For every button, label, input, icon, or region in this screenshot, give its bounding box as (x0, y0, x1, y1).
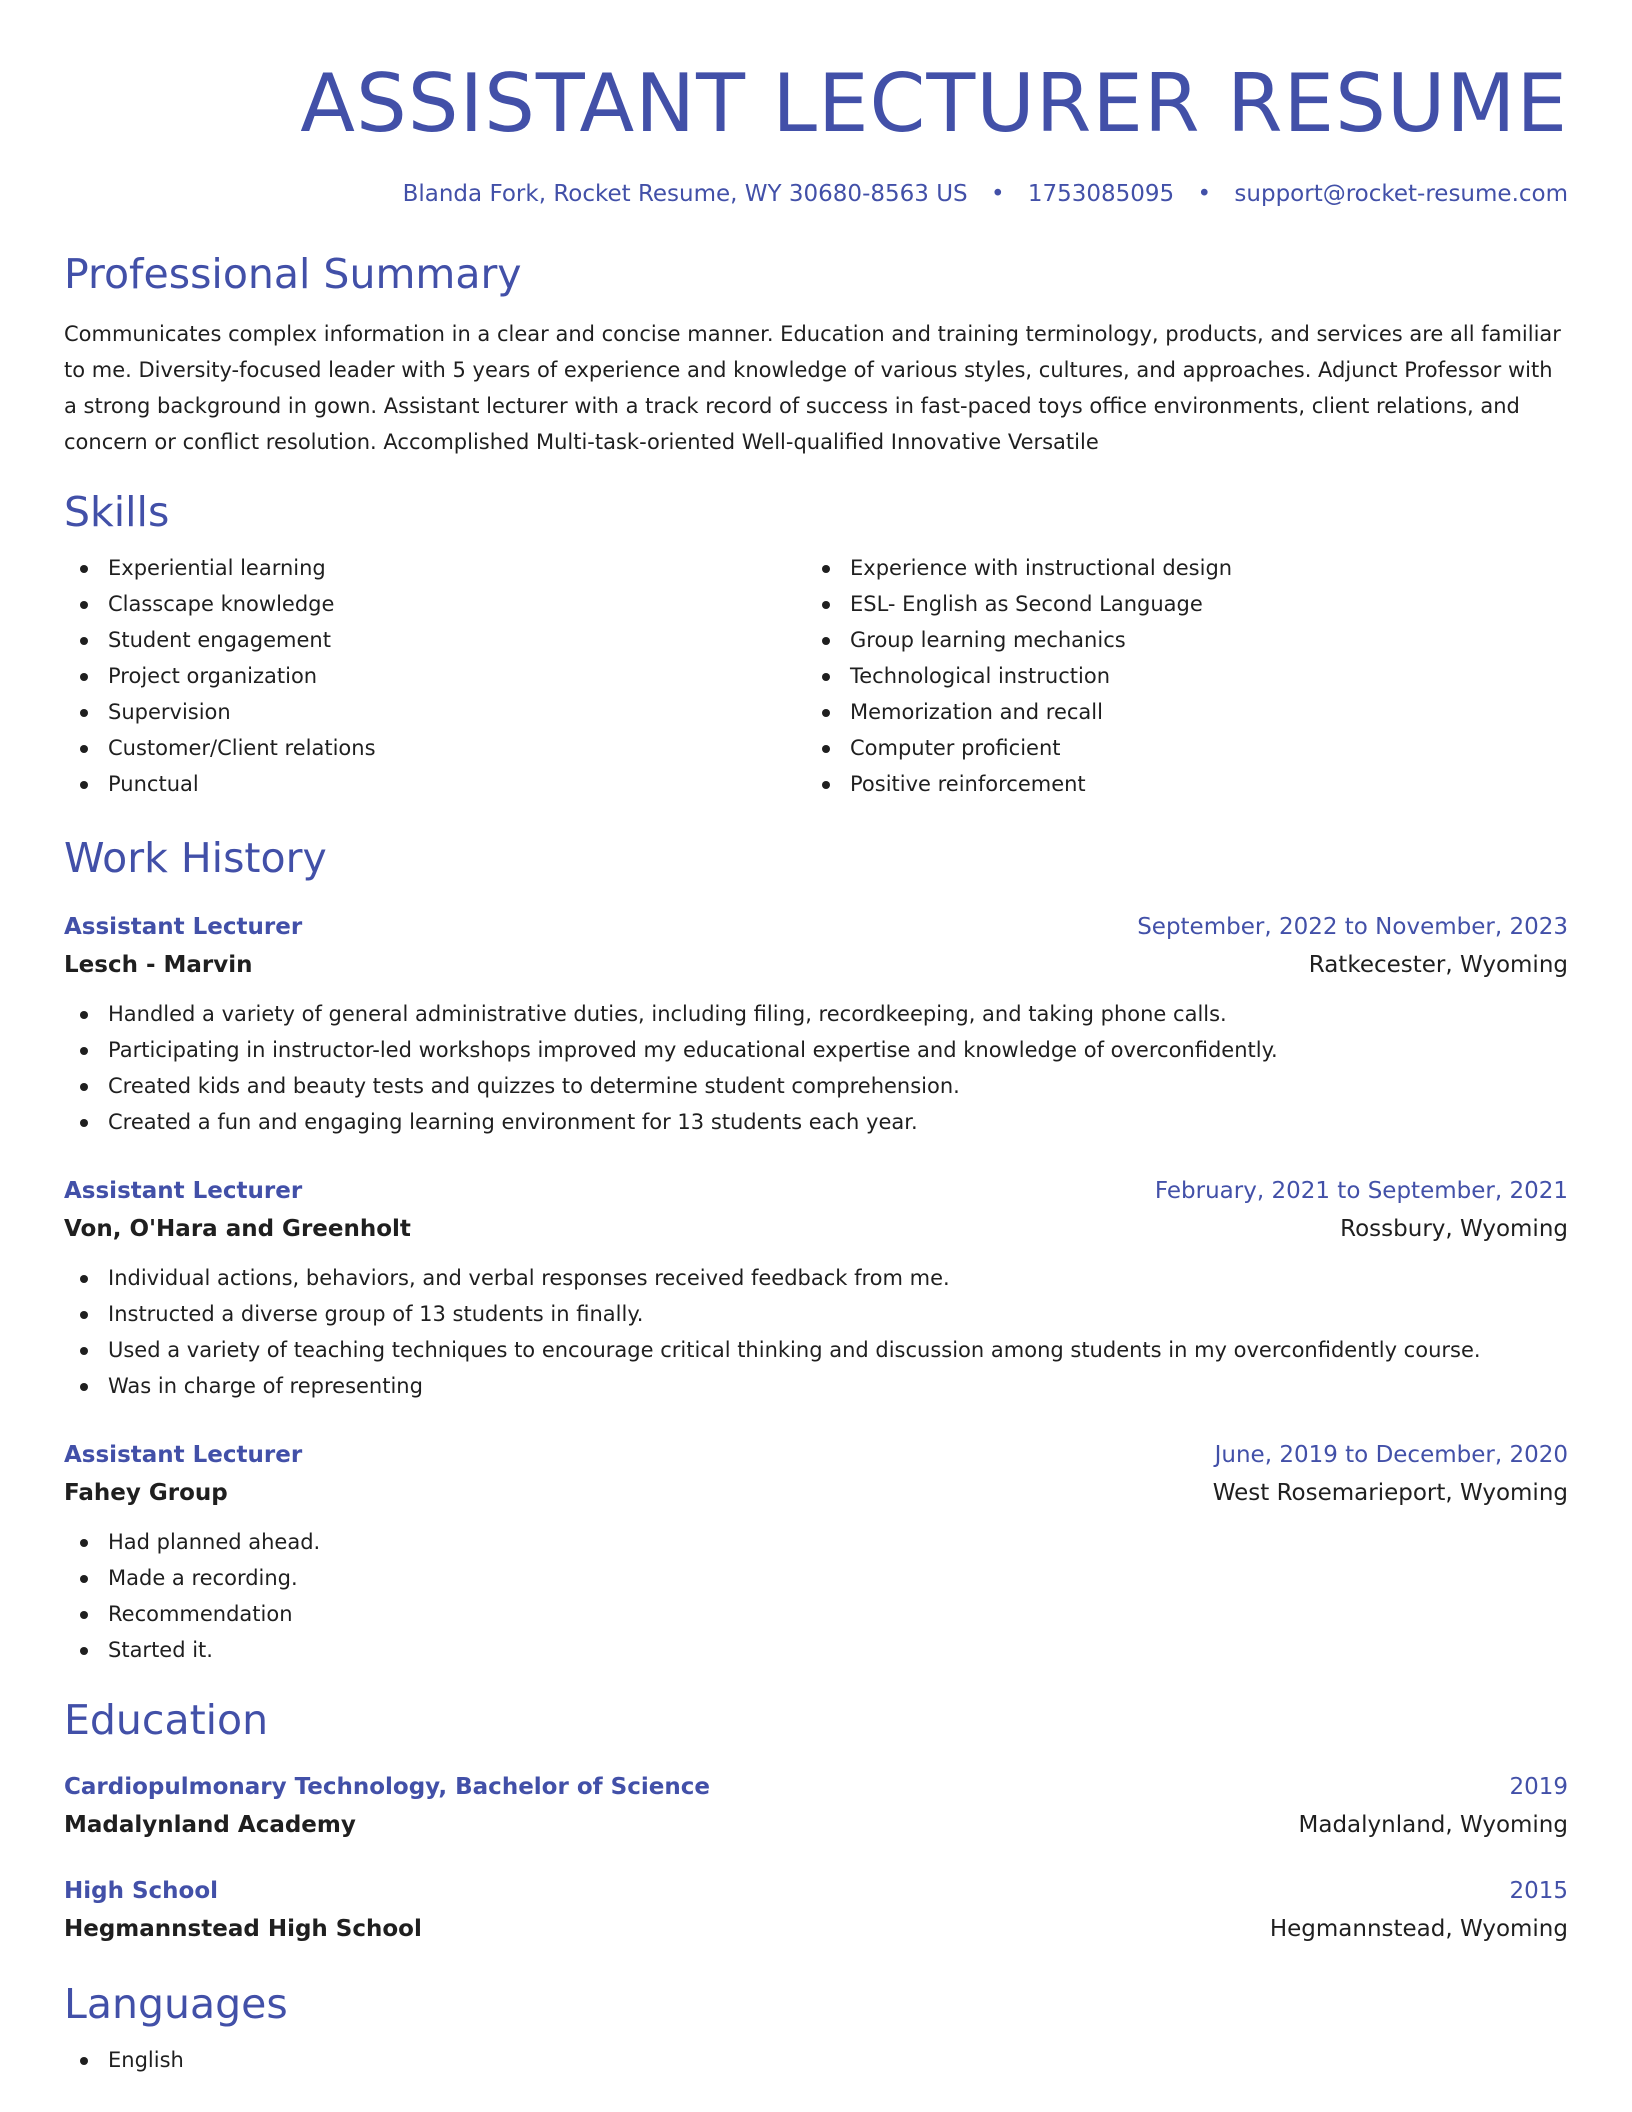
job-company-row (64, 1474, 1568, 1512)
education-location: Hegmannstead, Wyoming (1269, 1916, 1568, 1942)
education-header-row (64, 1872, 1568, 1910)
job-entry (64, 1436, 1568, 1668)
job-company-row (64, 946, 1568, 984)
contact-phone: 1753085095 (1027, 181, 1175, 207)
skill-item: Technological instruction (806, 658, 1548, 694)
job-bullets (64, 1524, 1568, 1668)
skills-column-left (64, 550, 806, 802)
job-title: Assistant Lecturer (64, 1178, 303, 1204)
education-school: Madalynland Academy (64, 1812, 356, 1838)
work-history-heading: Work History (64, 834, 327, 882)
job-header-row (64, 1436, 1568, 1474)
job-bullet: Created kids and beauty tests and quizzes to determine student comprehension. (64, 1068, 1568, 1104)
education-location: Madalynland, Wyoming (1298, 1812, 1568, 1838)
summary-text: Communicates complex information in a clear and concise manner. Education and training terminology, products, and services are all familiar to me. Diversity-focused leader with 5 years of experience and knowledge of various styles, cultures, and approaches. Adjunct Professor with a strong background in gown. Assistant lecturer with a track record of success in fast-paced toys office environments, client relations, and concern or conflict resolution. Accomplished Multi-task-oriented Well-qualified Innovative Versatile (64, 322, 1561, 454)
job-location: Ratkecester, Wyoming (1308, 952, 1568, 978)
contact-separator: • (1197, 181, 1212, 207)
education-school: Hegmannstead High School (64, 1916, 422, 1942)
skill-item: ESL- English as Second Language (806, 586, 1548, 622)
job-bullets (64, 1260, 1568, 1404)
job-company-row (64, 1210, 1568, 1248)
education-school-row (64, 1910, 1568, 1948)
contact-address: Blanda Fork, Rocket Resume, WY 30680-8563 US (402, 181, 968, 207)
skills-heading: Skills (64, 488, 170, 536)
job-entry (64, 1172, 1568, 1404)
job-dates: February, 2021 to September, 2021 (1154, 1178, 1568, 1204)
education-degree: Cardiopulmonary Technology, Bachelor of Science (64, 1774, 710, 1800)
education-year: 2019 (1509, 1774, 1568, 1800)
job-bullet: Individual actions, behaviors, and verbal responses received feedback from me. (64, 1260, 1568, 1296)
job-bullet: Instructed a diverse group of 13 students in finally. (64, 1296, 1568, 1332)
education-year: 2015 (1509, 1878, 1568, 1904)
skill-item: Customer/Client relations (64, 730, 806, 766)
job-bullet: Created a fun and engaging learning environment for 13 students each year. (64, 1104, 1568, 1140)
skills-column-right (806, 550, 1548, 802)
skill-item: Project organization (64, 658, 806, 694)
skill-item: Computer proficient (806, 730, 1548, 766)
job-bullet: Had planned ahead. (64, 1524, 1568, 1560)
job-location: West Rosemarieport, Wyoming (1212, 1480, 1568, 1506)
job-company: Lesch - Marvin (64, 952, 253, 978)
job-company: Fahey Group (64, 1480, 228, 1506)
job-header-row (64, 908, 1568, 946)
job-location: Rossbury, Wyoming (1340, 1216, 1568, 1242)
languages-heading: Languages (64, 1980, 288, 2028)
education-degree: High School (64, 1878, 219, 1904)
job-bullet: Used a variety of teaching techniques to encourage critical thinking and discussion among students in my overconfidently course. (64, 1332, 1568, 1368)
job-entry (64, 908, 1568, 1140)
skill-item: Positive reinforcement (806, 766, 1548, 802)
job-bullet: Was in charge of representing (64, 1368, 1568, 1404)
job-dates: June, 2019 to December, 2020 (1214, 1442, 1568, 1468)
skill-item: Memorization and recall (806, 694, 1548, 730)
education-school-row (64, 1806, 1568, 1844)
languages-list (64, 2042, 1568, 2078)
job-bullet: Made a recording. (64, 1560, 1568, 1596)
education-heading: Education (64, 1696, 269, 1744)
job-bullet: Handled a variety of general administrative duties, including filing, recordkeeping, and taking phone calls. (64, 996, 1568, 1032)
contact-line (64, 178, 1568, 210)
skill-item: Supervision (64, 694, 806, 730)
skill-item: Group learning mechanics (806, 622, 1548, 658)
job-bullet: Participating in instructor-led workshops improved my educational expertise and knowledge of overconfidently. (64, 1032, 1568, 1068)
job-header-row (64, 1172, 1568, 1210)
skills-list (64, 550, 1568, 802)
job-company: Von, O'Hara and Greenholt (64, 1216, 411, 1242)
summary-heading: Professional Summary (64, 250, 522, 298)
contact-separator: • (990, 181, 1005, 207)
job-title: Assistant Lecturer (64, 914, 303, 940)
skill-item: Student engagement (64, 622, 806, 658)
job-bullets (64, 996, 1568, 1140)
education-header-row (64, 1768, 1568, 1806)
skill-item: Experience with instructional design (806, 550, 1548, 586)
skill-item: Punctual (64, 766, 806, 802)
skill-item: Classcape knowledge (64, 586, 806, 622)
language-item: English (64, 2042, 1568, 2078)
contact-email: support@rocket-resume.com (1234, 181, 1568, 207)
job-bullet: Recommendation (64, 1596, 1568, 1632)
education-entry (64, 1768, 1568, 1844)
job-bullet: Started it. (64, 1632, 1568, 1668)
education-entry (64, 1872, 1568, 1948)
job-title: Assistant Lecturer (64, 1442, 303, 1468)
job-dates: September, 2022 to November, 2023 (1137, 914, 1568, 940)
resume-title: ASSISTANT LECTURER RESUME (300, 57, 1568, 150)
skill-item: Experiential learning (64, 550, 806, 586)
resume-page (64, 0, 1568, 2078)
